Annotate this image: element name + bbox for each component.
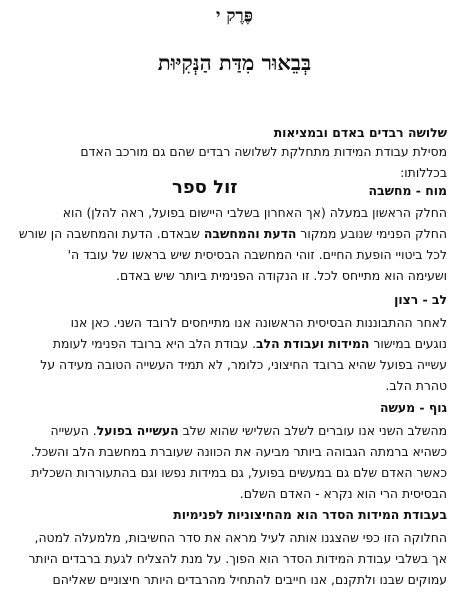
chapter-number: פֶּרֶק י xyxy=(215,6,254,26)
lev-line-3: עשייה בפועל שהיא ברובד החיצוני, כלומר, לא תמיד העשייה הטובה מעידה על xyxy=(40,357,447,372)
order-paragraph xyxy=(18,527,447,590)
moach-line-1: החלק הראשון במעלה (אך האחרון בשלבי היישום בפועל, ראה להלן) הוא xyxy=(62,205,447,220)
intro-line-1: מסילת עבודת המידות מתחלקת לשלושה רבדים שהם גם מורכב האדם xyxy=(80,144,447,159)
lev-line-1: לאחר ההתבוננות הבסיסית הראשונה אנו מתייחסים לרובד השני. כאן אנו xyxy=(70,315,447,330)
lev-line-4: טהרת הלב. xyxy=(385,378,447,393)
subheading-moach: מוח - מחשבה xyxy=(368,183,447,198)
subheading-guf: גוף - מעשה xyxy=(379,400,447,415)
order-line-3: עמוקים שבנו ולתקנם, אנו חייבים להתחיל מהרבדים היותר חיצוניים שאליהם xyxy=(52,572,447,587)
lev-line-2: נוגעים במישור המידות ועבודת הלב. עבודת הלב היא ברובד הפנימי לעומת xyxy=(52,336,447,351)
guf-paragraph xyxy=(18,420,447,504)
guf-line-2: כשהיא ברמתה הגבוהה ביותר מביעה את הכוונה שעוברת במחשבת הלב והשכל. xyxy=(30,444,447,459)
chapter-title: בְּבֵאוּר מִדַּת הַנְּקִיּוּת xyxy=(157,50,312,75)
moach-line-4: ושעימה הוא מתייחס לכל. זו הנקודה הפנימית ביותר שיש באדם. xyxy=(116,268,447,283)
guf-line-1: מהשלב השני אנו עוברים לשלב השלישי שהוא שלב העשייה בפועל. העשייה xyxy=(50,423,447,438)
moach-line-3: לכל ביטויי הופעת החיים. זוהי המחשבה הבסיסית שיש בראשו של עובד ה' xyxy=(67,247,447,262)
section-heading-three-layers: שלושה רבדים באדם ובמציאות xyxy=(273,125,447,140)
lev-paragraph xyxy=(18,312,447,396)
section-heading-order: בעבודת המידות הסדר הוא מהחיצוניות לפנימיות xyxy=(173,507,447,522)
intro-line-2: בכללותו: xyxy=(400,165,447,180)
subheading-lev: לב - רצון xyxy=(394,292,447,307)
guf-line-3: כאשר האדם שלם גם במעשים בפועל, גם במידות נפשו וגם בהתעוררות השכלית xyxy=(31,465,447,480)
watermark-stamp: זול ספר xyxy=(172,177,238,198)
moach-line-2: החלק הפנימי שנובע ממקור הדעת והמחשבה שבאדם. הדעת והמחשבה הן שורש xyxy=(18,226,447,241)
guf-line-4: הבסיסית הרי הוא נקרא - האדם השלם. xyxy=(239,486,447,501)
moach-paragraph xyxy=(18,202,447,286)
order-line-1: החלוקה הזו כפי שהצגנו אותה לעיל מראה את סדר החשיבות, מלמעלה למטה, xyxy=(34,530,447,545)
order-line-2: אך בשלבי עבודת המידות הסדר הוא הפוך. על מנת להצליח לגעת ברבדים היותר xyxy=(28,551,447,566)
